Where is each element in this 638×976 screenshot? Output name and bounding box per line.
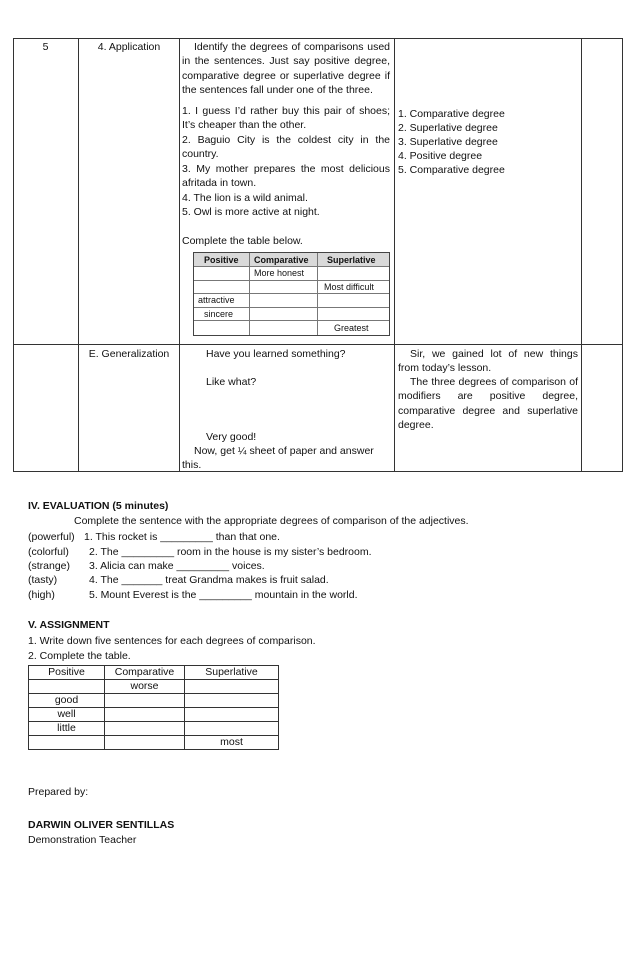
sentence-4: 4. The lion is a wild animal. [182, 192, 308, 204]
table-cell: most [185, 736, 279, 750]
table-prompt: Complete the table below. [182, 235, 303, 247]
answer-3: 3. Superlative degree [398, 136, 498, 148]
inner-cell: Most difficult [324, 282, 374, 292]
teacher-role: Demonstration Teacher [28, 834, 137, 846]
assign-header-positive: Positive [29, 666, 105, 680]
student-answer-2: The three degrees of comparison of modifiers are positive degree, comparative degree and superlative degree. [398, 376, 578, 431]
inner-cell: More honest [254, 268, 305, 278]
evaluation-item: 2. The _________ room in the house is my sister’s bedroom. [89, 546, 372, 558]
table-row [29, 708, 279, 722]
student-answer-1: Sir, we gained lot of new things from today’s lesson. [398, 348, 578, 375]
assignment-task-2: 2. Complete the table. [28, 650, 131, 662]
sentence-1: 1. I guess I’d rather buy this pair of shoes; It’s cheaper than the other. [182, 105, 390, 132]
answer-5: 5. Comparative degree [398, 164, 505, 176]
evaluation-heading: IV. EVALUATION (5 minutes) [28, 500, 169, 512]
column-divider [581, 38, 582, 472]
teacher-instruction: Identify the degrees of comparisons used in the sentences. Just say positive degree, comparative degree or superlative degree if the sentences fall under one of the three. [182, 41, 390, 96]
answer-4: 4. Positive degree [398, 150, 483, 162]
assignment-heading: V. ASSIGNMENT [28, 619, 110, 631]
evaluation-item: 1. This rocket is _________ than that one. [84, 531, 280, 543]
sentence-3: 3. My mother prepares the most delicious afritada in town. [182, 163, 390, 190]
inner-cell: attractive [198, 295, 235, 305]
table-border-right [622, 38, 623, 472]
inner-header-superlative: Superlative [327, 255, 376, 265]
column-divider [394, 38, 395, 472]
inner-header-comparative: Comparative [254, 255, 309, 265]
evaluation-instruction: Complete the sentence with the appropriate degrees of comparison of the adjectives. [74, 515, 469, 527]
inner-cell: Greatest [334, 323, 369, 333]
row-number: 5 [42, 41, 49, 53]
assign-header-comparative: Comparative [105, 666, 185, 680]
answer-1: 1. Comparative degree [398, 108, 505, 120]
column-divider [179, 38, 180, 472]
assignment-table [28, 665, 279, 750]
table-border-left [13, 38, 14, 472]
evaluation-item: 4. The _______ treat Grandma makes is fruit salad. [89, 574, 329, 586]
table-row [29, 680, 279, 694]
evaluation-cue: (high) [28, 589, 55, 601]
column-divider [78, 38, 79, 472]
teacher-question-2: Like what? [206, 376, 257, 388]
table-cell: little [29, 722, 105, 736]
teacher-name: DARWIN OLIVER SENTILLAS [28, 819, 175, 831]
sentence-2: 2. Baguio City is the coldest city in the country. [182, 134, 390, 161]
teacher-directive: Now, get ¼ sheet of paper and answer this. [182, 445, 374, 472]
table-row [29, 736, 279, 750]
prepared-by-label: Prepared by: [28, 786, 89, 798]
table-border-top [13, 38, 623, 39]
assignment-task-1: 1. Write down five sentences for each degrees of comparison. [28, 635, 316, 647]
step-application: 4. Application [97, 41, 161, 53]
table-cell: good [29, 694, 105, 708]
answer-2: 2. Superlative degree [398, 122, 498, 134]
assign-header-superlative: Superlative [185, 666, 279, 680]
evaluation-cue: (powerful) [28, 531, 75, 543]
evaluation-item: 3. Alicia can make _________ voices. [89, 560, 265, 572]
inner-cell: sincere [204, 309, 234, 319]
table-row [29, 722, 279, 736]
evaluation-item: 5. Mount Everest is the _________ mountain in the world. [89, 589, 358, 601]
step-generalization: E. Generalization [88, 348, 170, 360]
evaluation-cue: (colorful) [28, 546, 69, 558]
teacher-praise: Very good! [206, 431, 257, 443]
row-divider [13, 344, 623, 345]
sentence-5: 5. Owl is more active at night. [182, 206, 320, 218]
teacher-question-1: Have you learned something? [206, 348, 346, 360]
table-row [29, 694, 279, 708]
evaluation-cue: (tasty) [28, 574, 58, 586]
table-cell: worse [105, 680, 185, 694]
table-cell: well [29, 708, 105, 722]
inner-header-positive: Positive [204, 255, 239, 265]
evaluation-cue: (strange) [28, 560, 71, 572]
degrees-table-image [193, 252, 390, 336]
